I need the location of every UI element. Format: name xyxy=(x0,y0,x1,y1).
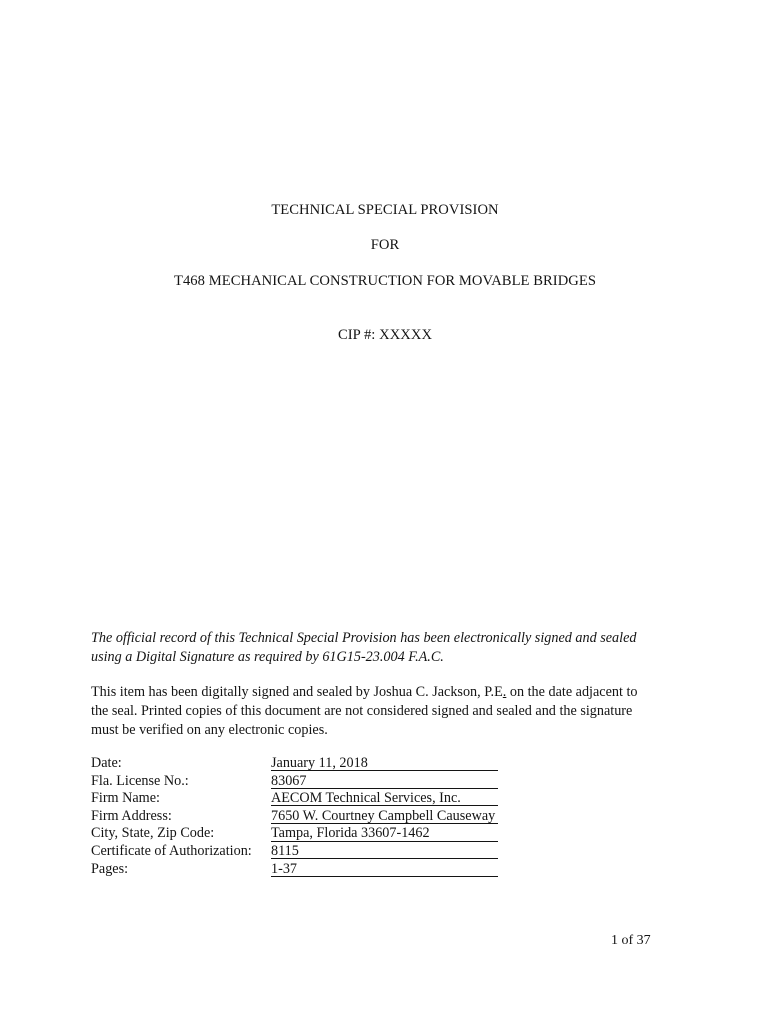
underlined-period: . xyxy=(502,684,507,700)
info-label: Firm Name: xyxy=(91,790,160,807)
underline-rule xyxy=(271,876,498,877)
info-label: Fla. License No.: xyxy=(91,772,189,789)
info-value: January 11, 2018 xyxy=(271,755,368,771)
info-value: 1-37 xyxy=(271,860,298,877)
info-value: 8115 xyxy=(271,842,299,859)
signature-paragraph-text: This item has been digitally signed and sealed by Joshua C. Jackson, P.E xyxy=(91,684,503,700)
document-subtitle: T468 MECHANICAL CONSTRUCTION FOR MOVABLE BRIDGES xyxy=(174,273,596,289)
signature-paragraph-text: on the date adjacent to xyxy=(506,684,638,700)
info-value: Tampa, Florida 33607-1462 xyxy=(271,825,430,842)
underline-rule xyxy=(271,858,498,859)
info-value: 83067 xyxy=(271,772,307,789)
official-record-line: The official record of this Technical Special Provision has been electronically signed and sealed xyxy=(91,630,637,646)
official-record-line: using a Digital Signature as required by 61G15-23.004 F.A.C. xyxy=(91,649,444,665)
cip-number: CIP #: XXXXX xyxy=(337,327,433,343)
info-label: Certificate of Authorization: xyxy=(91,842,252,859)
signature-paragraph-line: must be verified on any electronic copies. xyxy=(91,722,328,738)
document-title: TECHNICAL SPECIAL PROVISION xyxy=(271,202,499,218)
signature-paragraph-line xyxy=(91,683,691,702)
page-number: 1 of 37 xyxy=(611,933,651,948)
official-record-statement xyxy=(91,629,711,667)
info-label: Pages: xyxy=(91,860,129,877)
signature-paragraph xyxy=(91,683,691,740)
info-label: Date: xyxy=(91,755,122,771)
signature-paragraph-line: the seal. Printed copies of this document are not considered signed and sealed and the signature xyxy=(91,703,633,719)
document-for: FOR xyxy=(370,237,400,253)
info-value: 7650 W. Courtney Campbell Causeway xyxy=(271,807,496,824)
info-label: Firm Address: xyxy=(91,807,172,824)
info-label: City, State, Zip Code: xyxy=(91,825,215,842)
info-value: AECOM Technical Services, Inc. xyxy=(271,790,461,807)
